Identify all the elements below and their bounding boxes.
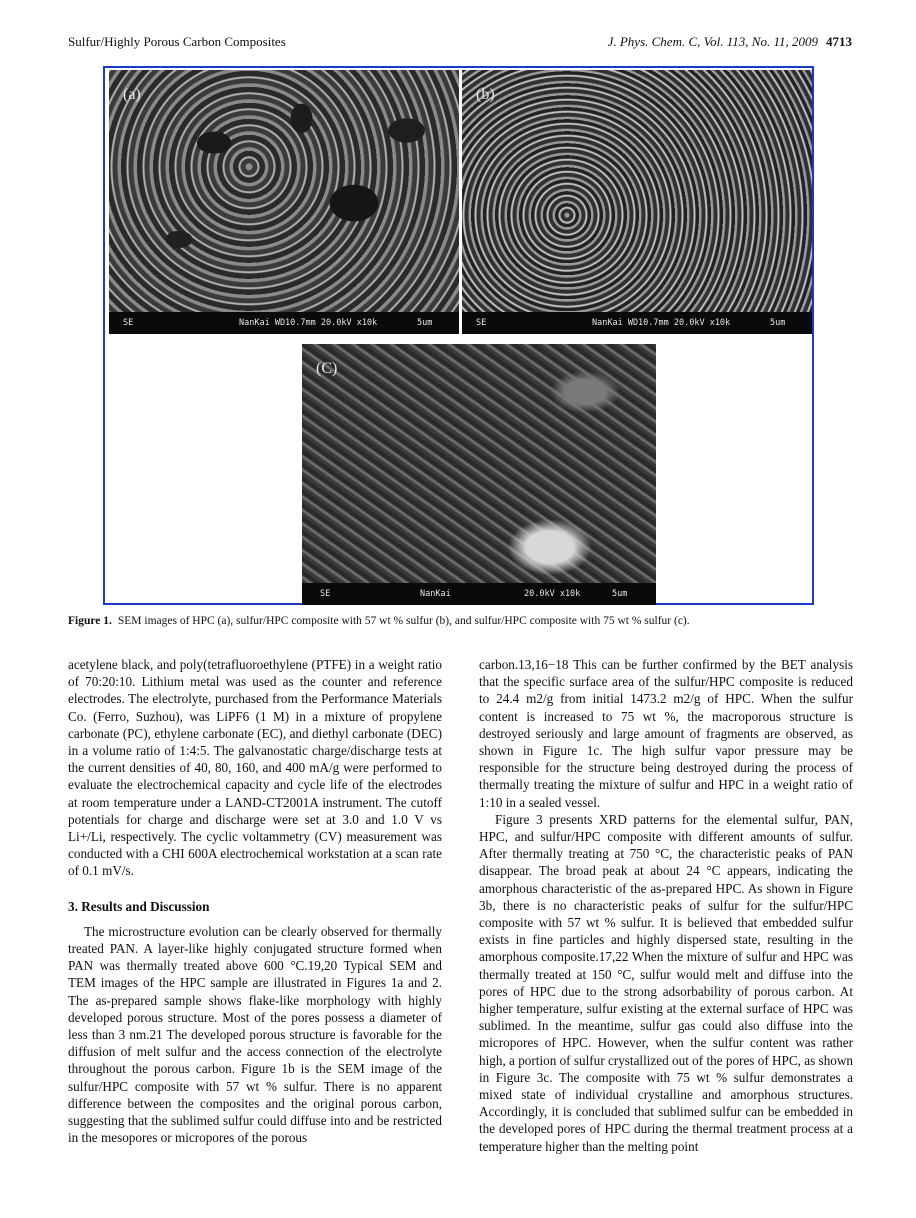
journal-name: J. Phys. Chem. C, Vol. 113, No. 11, 2009 [607,34,818,49]
sem-info-bar-c [302,583,656,605]
sem-image-c [302,344,656,605]
page-header [68,34,852,52]
sem-image-a [109,70,459,334]
panel-label-a: (a) [123,86,141,103]
running-title: Sulfur/Highly Porous Carbon Composites [68,34,286,49]
bar-mode: SE [476,318,487,328]
paragraph: carbon.13,16−18 This can be further confirmed by the BET analysis that the specific surface area of the sulfur/HPC composite is reduced to 24.4 m2/g from initial 1473.2 m2/g of HPC. When the sulfur content is increased to 75 wt %, the macroporous structure is destroyed seriously and large amount of fragments are observed, as shown in Figure 1c. The high sulfur vapor pressure may be responsible for the structure being destroyed during the process of thermally treating the mixture of sulfur and HPC in a weight ratio of 1:10 in a sealed vessel. [479,657,853,810]
bar-scale: 5um [770,318,786,328]
caption-label: Figure 1. [68,615,112,627]
right-column [479,656,853,1155]
paragraph: acetylene black, and poly(tetrafluoroethylene (PTFE) in a weight ratio of 70:20:10. Lithium metal was used as the counter and reference electrodes. The electrolyte, purchased from the Performance Materials Co. (Ferro, Suzhou), was LiPF6 (1 M) in a mixture of propylene carbonate (PC), ethylene carbonate (EC), and diethyl carbonate (DEC) in a volume ratio of 1:4:5. The galvanostatic charge/discharge tests at the current densities of 40, 80, 160, and 400 mA/g were performed to evaluate the electrochemical capacity and cycle life of the electrodes at room temperature under a LAND-CT2001A instrument. The cutoff potentials for charge and discharge were set at 3.0 and 1.0 V vs Li+/Li, respectively. The cyclic voltammetry (CV) measurement was conducted with a CHI 600A electrochemical workstation at a scan rate of 0.1 mV/s. [68,657,442,879]
paragraph: Figure 3 presents XRD patterns for the elemental sulfur, PAN, HPC, and sulfur/HPC composite with different amounts of sulfur. After thermally treating at 750 °C, the characteristic peaks of PAN disappear. The broad peak at about 24 °C appears, indicating the amorphous characteristic of the as-prepared HPC. As shown in Figure 3b, there is no characteristic peaks of sulfur for the sulfur/HPC composite with 57 wt % sulfur. It is believed that embedded sulfur exists in fine particles and highly dispersed state, resulting in the amorphous composite.17,22 When the mixture of sulfur and HPC was thermally treated at 150 °C, sulfur would melt and diffuse into the pores of HPC due to the strong adsorbability of porous carbon. At higher temperature, sulfur existing at the external surface of HPC was sublimed. In the meantime, sulfur gas could also diffuse into the micropores of HPC. However, when the sulfur content was rather high, a portion of sulfur crystallized out of the pores of HPC, as shown in Figure 3c. The composite with 75 wt % sulfur demonstrates a mixed state of individual crystalline and amorphous structures. Accordingly, it is concluded that sublimed sulfur can be embedded in the developed pores of HPC during the thermal treatment process at a temperature higher than the melting point [479,811,853,1154]
journal-citation [608,34,852,50]
bar-params: NanKai WD10.7mm 20.0kV x10k [592,318,731,328]
sem-image-b [462,70,812,334]
figure-1 [103,66,814,605]
bar-params-2: 20.0kV x10k [524,589,581,599]
panel-label-b: (b) [476,86,495,103]
panel-label-c: (C) [316,360,338,377]
figure-caption [68,614,852,629]
left-column [68,656,442,1146]
bar-scale: 5um [417,318,433,328]
caption-text: SEM images of HPC (a), sulfur/HPC composite with 57 wt % sulfur (b), and sulfur/HPC composite with 75 wt % sulfur (c). [117,615,690,627]
section-heading: 3. Results and Discussion [68,898,210,914]
bar-mode: SE [320,589,331,599]
bar-scale: 5um [612,589,628,599]
sem-info-bar-b [462,312,812,334]
bar-params: NanKai [420,589,451,599]
bar-mode: SE [123,318,134,328]
bar-params: NanKai WD10.7mm 20.0kV x10k [239,318,378,328]
paragraph: The microstructure evolution can be clearly observed for thermally treated PAN. A layer-like highly conjugated structure formed when PAN was thermally treated above 600 °C.19,20 Typical SEM and TEM images of the HPC sample are illustrated in Figures 1a and 2. The as-prepared sample shows flake-like morphology with highly developed porous structure. Most of the pores possess a diameter of less than 3 nm.21 The developed porous structure is favorable for the diffusion of melt sulfur and the access connection of the electrolyte throughout the porous carbon. Figure 1b is the SEM image of the sulfur/HPC composite with 57 wt % sulfur. There is no apparent difference between the composites and the original porous carbon, suggesting that the sublimed sulfur could diffuse into and be restricted in the mesopores or micropores of the porous [68,923,442,1146]
page-number: 4713 [826,34,852,49]
sem-info-bar-a [109,312,459,334]
